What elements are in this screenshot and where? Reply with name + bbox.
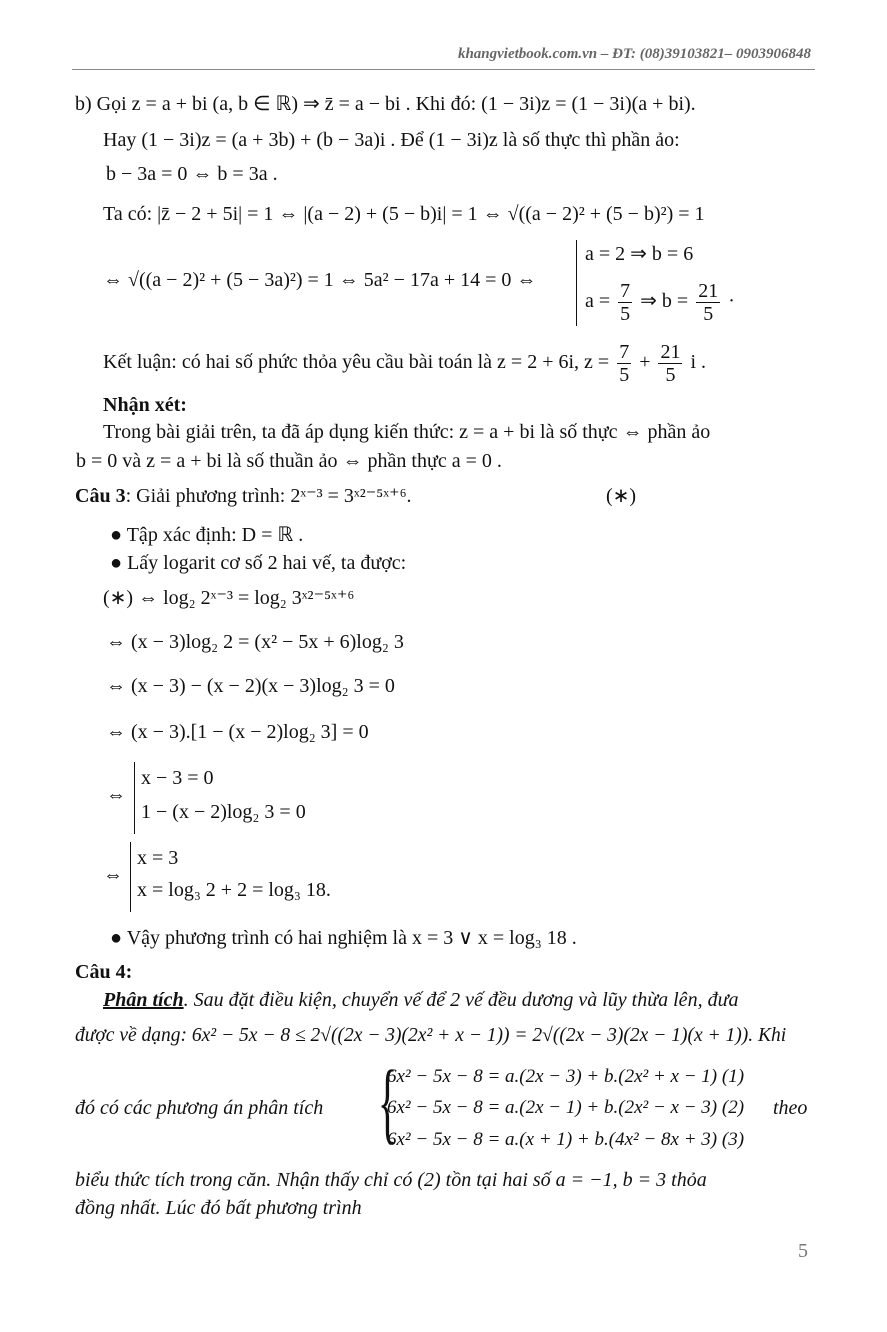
q4-line-4: đồng nhất. Lúc đó bất phương trình [75, 1197, 362, 1219]
step-2: ⇔ (x − 3)log₂ 2 = (x² − 5x + 6)log₂ 3 [106, 631, 404, 653]
q3-label: Câu 3 [75, 485, 126, 507]
q4-line-2: được về dạng: 6x² − 5x − 8 ≤ 2√((2x − 3)(2x² + x − 1)) = 2√((2x − 3)(2x − 1)(x + 1)). Khi [75, 1025, 787, 1046]
bullet-conclusion: ● Vậy phương trình có hai nghiệm là x = 3 ∨ x = log₃ 18 . [110, 927, 577, 949]
case-a: x − 3 = 0 [141, 767, 214, 789]
q4-right-text: theo [773, 1097, 808, 1119]
partb-line-2: Hay (1 − 3i)z = (a + 3b) + (b − 3a)i . Để (1 − 3i)z là số thực thì phần ảo: [103, 129, 680, 151]
partb-line-4: Ta có: |z̄ − 2 + 5i| = 1 ⇔ |(a − 2) + (5 − b)i| = 1 ⇔ √((a − 2)² + (5 − b)²) = 1 [103, 203, 705, 225]
bullet-log: ● Lấy logarit cơ số 2 hai vế, ta được: [110, 552, 407, 574]
brace: { [377, 1053, 398, 1152]
remark-line-2: b = 0 và z = a + bi là số thuần ảo ⇔ phần thực a = 0 . [76, 450, 502, 472]
partb-line-1: b) Gọi z = a + bi (a, b ∈ ℝ) ⇒ z̄ = a − bi . Khi đó: (1 − 3i)z = (1 − 3i)(a + bi). [75, 93, 696, 115]
q4-left-text: đó có các phương án phân tích [75, 1097, 324, 1119]
step-3: ⇔ (x − 3) − (x − 2)(x − 3)log₂ 3 = 0 [106, 675, 395, 697]
remark-title: Nhận xét: [103, 394, 187, 416]
equation-1: 6x² − 5x − 8 = a.(2x − 3) + b.(2x² + x − 1) (1) [387, 1066, 745, 1087]
numerator: 7 [620, 280, 631, 302]
page-number: 5 [798, 1240, 808, 1262]
case-b: x = log₃ 2 + 2 = log₃ 18. [137, 879, 331, 901]
case-system-2 [130, 842, 331, 912]
q4-title: Câu 4: [75, 961, 133, 983]
case2-a: a = [585, 290, 611, 313]
case2-b: ⇒ b = [640, 290, 689, 313]
denominator: 5 [619, 363, 630, 386]
equation-3: 6x² − 5x − 8 = a.(x + 1) + b.(4x² − 8x + 3) (3) [387, 1129, 745, 1150]
equiv-sign: ⇔ [106, 784, 126, 806]
q4-line-1 [103, 988, 738, 1012]
solution-system [576, 240, 735, 326]
q3-text: : Giải phương trình: 2ˣ⁻³ = 3ˣ²⁻⁵ˣ⁺⁶. [125, 485, 412, 507]
bullet-domain: ● Tập xác định: D = ℝ . [110, 524, 304, 546]
header-rule [72, 69, 815, 70]
partb-line-3: b − 3a = 0 ⇔ b = 3a . [106, 163, 278, 185]
denominator: 5 [703, 303, 714, 325]
equation-tag: (∗) [606, 485, 637, 507]
fraction-21-5 [658, 341, 682, 386]
numerator: 7 [619, 340, 630, 363]
fraction-21-5 [696, 280, 720, 325]
q4-line-3: biểu thức tích trong căn. Nhận thấy chỉ có (2) tồn tại hai số a = −1, b = 3 thỏa [75, 1169, 707, 1191]
fraction-7-5 [618, 280, 632, 325]
fraction-7-5 [617, 341, 631, 386]
case-b: 1 − (x − 2)log₂ 3 = 0 [141, 801, 306, 823]
step-4: ⇔ (x − 3).[1 − (x − 2)log₂ 3] = 0 [106, 721, 369, 743]
system-case-1: a = 2 ⇒ b = 6 [585, 243, 694, 265]
conclusion-line [103, 338, 706, 386]
q3-title [75, 484, 412, 508]
q4-text: . Sau đặt điều kiện, chuyển vế để 2 vế đều dương và lũy thừa lên, đưa [183, 989, 739, 1011]
case-a: x = 3 [137, 847, 179, 869]
equiv-sign: ⇔ [103, 864, 123, 886]
step-1: (∗) ⇔ log₂ 2ˣ⁻³ = log₂ 3ˣ²⁻⁵ˣ⁺⁶ [103, 587, 355, 609]
denominator: 5 [665, 363, 676, 386]
partb-line-5: ⇔ √((a − 2)² + (5 − 3a)²) = 1 ⇔ 5a² − 17a + 14 = 0 ⇔ [103, 269, 537, 291]
denominator: 5 [620, 303, 631, 325]
case-system-1 [134, 762, 306, 834]
numerator: 21 [698, 280, 719, 302]
system-case-2 [585, 280, 735, 325]
dot: · [728, 290, 735, 313]
plus: + [639, 351, 651, 373]
page-header: khangvietbook.com.vn – ĐT: (08)39103821– 0903906848 [457, 46, 811, 62]
analysis-label: Phân tích [103, 989, 184, 1011]
equation-2: 6x² − 5x − 8 = a.(2x − 1) + b.(2x² − x − 3) (2) [387, 1097, 745, 1118]
numerator: 21 [660, 340, 681, 363]
imag-unit: i . [690, 351, 707, 373]
remark-line-1: Trong bài giải trên, ta đã áp dụng kiến thức: z = a + bi là số thực ⇔ phần ảo [103, 421, 711, 443]
conclusion-text: Kết luận: có hai số phức thỏa yêu cầu bài toán là z = 2 + 6i, z = [103, 351, 610, 373]
